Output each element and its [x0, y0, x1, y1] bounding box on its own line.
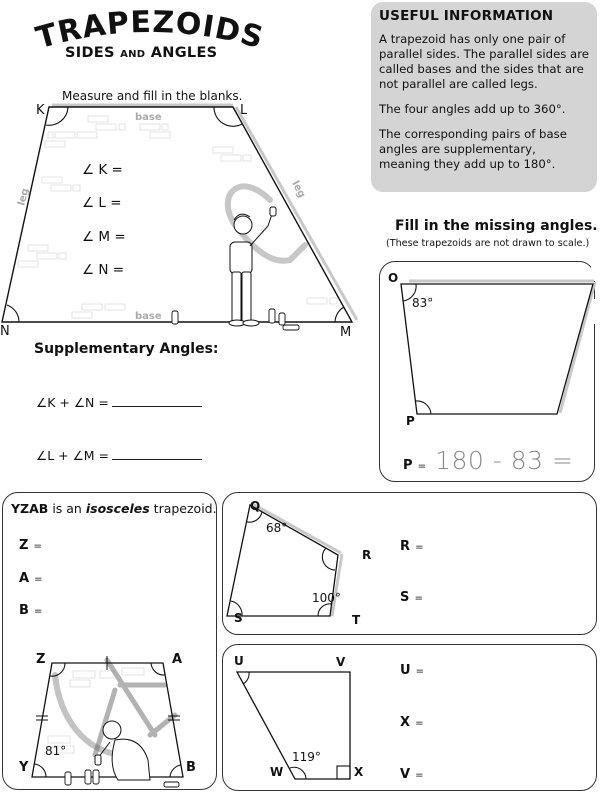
angle-arc-m: [335, 307, 344, 322]
angle-n-question: ∠ N =: [82, 262, 125, 278]
answer-p-expression: 180 - 83 =: [435, 446, 574, 475]
left-leg-label: leg: [16, 187, 32, 207]
question-u-equals: =: [415, 666, 425, 677]
question-v: [400, 763, 424, 782]
brick-pattern: [18, 116, 337, 318]
not-to-scale-note: (These trapezoids are not drawn to scale.): [386, 238, 590, 249]
vertex-p: P: [406, 414, 415, 428]
question-b-equals: =: [34, 606, 43, 617]
angle-k-question: ∠ K =: [82, 162, 123, 178]
qrst-diagram: [222, 492, 597, 635]
question-b: [19, 599, 42, 618]
vertex-o: O: [388, 271, 399, 285]
vertex-l: L: [240, 103, 248, 118]
instruction-text: Measure and fill in the blanks.: [62, 89, 243, 103]
vertex-m: M: [340, 325, 352, 340]
question-u: [400, 659, 424, 678]
right-leg-label: leg: [289, 179, 308, 200]
question-v-equals: =: [415, 770, 424, 781]
angle-arc-p: [416, 401, 431, 414]
yzab-text-isosceles: isosceles: [85, 501, 150, 516]
yzab-graffiti-letter: [95, 660, 175, 755]
given-angle-y: 81°: [45, 744, 67, 758]
subtitle-and: AND: [120, 49, 146, 60]
top-base-label: base: [135, 112, 162, 123]
qr-highlight: [251, 503, 341, 553]
given-angle-q: 68°: [266, 521, 288, 535]
angle-m-question: ∠ M =: [82, 229, 126, 245]
angle-arc-k: [46, 107, 68, 125]
angle-arc-y: [34, 764, 46, 777]
subtitle-angles: ANGLES: [150, 45, 218, 61]
answer-blank-lm[interactable]: [112, 447, 202, 460]
yzab-text-mid: is an: [52, 501, 82, 516]
given-angle-w: 119°: [292, 750, 321, 764]
supplementary-lm-label: ∠L + ∠M =: [36, 448, 110, 463]
question-r-equals: =: [415, 542, 424, 553]
answer-p-row: [403, 446, 573, 475]
vertex-r: R: [362, 548, 372, 562]
op-right-highlight: [560, 282, 595, 413]
question-s-label: S: [400, 590, 410, 605]
given-angle-o: 83°: [412, 296, 434, 310]
answer-p-equals: =: [417, 461, 427, 472]
fill-missing-angles-title: Fill in the missing angles.: [395, 218, 598, 234]
graffiti-artist-illustration: [229, 207, 276, 326]
vertex-q: Q: [250, 499, 261, 513]
bottom-base-label: base: [135, 311, 162, 322]
question-z-equals: =: [33, 541, 42, 552]
angle-arc-u: [243, 672, 249, 684]
right-leg-highlight: [236, 107, 357, 320]
angle-arc-n: [7, 305, 19, 322]
question-s: [400, 586, 423, 605]
subtitle-sides: SIDES: [65, 45, 115, 61]
info-paragraph-1: A trapezoid has only one pair of parallel sides. The parallel sides are called bases and the sides that are not parallel are called legs.: [379, 32, 589, 91]
question-x: [400, 711, 424, 730]
supplementary-angles-title: Supplementary Angles:: [34, 341, 219, 357]
info-paragraph-2: The four angles add up to 360°.: [379, 102, 566, 116]
vertex-b: B: [186, 760, 196, 775]
question-z-label: Z: [19, 538, 29, 553]
vertex-a: A: [172, 652, 183, 667]
question-v-label: V: [400, 767, 411, 782]
vertex-z: Z: [36, 652, 46, 667]
question-s-equals: =: [414, 593, 423, 604]
given-angle-t: 100°: [312, 591, 341, 605]
answer-p-label: P: [403, 458, 413, 473]
vertex-x: X: [354, 765, 364, 779]
yzab-text-end: trapezoid.: [153, 501, 217, 516]
vertex-u: U: [234, 654, 244, 668]
angle-arc-r: [322, 548, 335, 570]
kneeling-artist-illustration: [95, 721, 150, 780]
question-a-label: A: [19, 571, 30, 586]
angle-arc-b: [170, 765, 181, 777]
supplementary-lm-line: [36, 447, 202, 463]
trapezoid-klmn: [2, 107, 352, 322]
vertex-t: T: [352, 613, 361, 627]
vertex-s: S: [234, 611, 243, 625]
info-heading: USEFUL INFORMATION: [379, 8, 554, 24]
vertex-v: V: [336, 655, 346, 669]
supplementary-kn-line: [36, 394, 202, 410]
vertex-n: N: [0, 324, 10, 339]
question-r: [400, 535, 424, 554]
question-x-label: X: [400, 715, 411, 730]
question-b-label: B: [19, 603, 29, 618]
question-a-equals: =: [34, 574, 43, 585]
title-text: TRAPEZOIDS: [32, 4, 268, 57]
yzab-description: [11, 501, 217, 516]
question-x-equals: =: [415, 718, 424, 729]
vertex-y: Y: [19, 760, 29, 775]
angle-arc-q: [247, 512, 262, 522]
question-a: [19, 567, 43, 586]
vertex-w: W: [270, 765, 284, 779]
answer-blank-kn[interactable]: [112, 394, 202, 407]
right-angle-mark-x: [337, 766, 350, 779]
question-z: [19, 534, 42, 553]
useful-information-box: [371, 2, 597, 192]
info-paragraph-3: The corresponding pairs of base angles are supplementary, meaning they add up to 180°.: [379, 127, 567, 171]
angle-l-question: ∠ L =: [82, 195, 122, 211]
question-r-label: R: [400, 539, 411, 554]
supplementary-kn-label: ∠K + ∠N =: [36, 395, 109, 410]
main-trapezoid-diagram: [0, 100, 370, 335]
yzab-name: YZAB: [11, 501, 49, 516]
worksheet-subtitle: [65, 45, 217, 61]
vertex-k: K: [36, 103, 45, 118]
question-u-label: U: [400, 663, 411, 678]
